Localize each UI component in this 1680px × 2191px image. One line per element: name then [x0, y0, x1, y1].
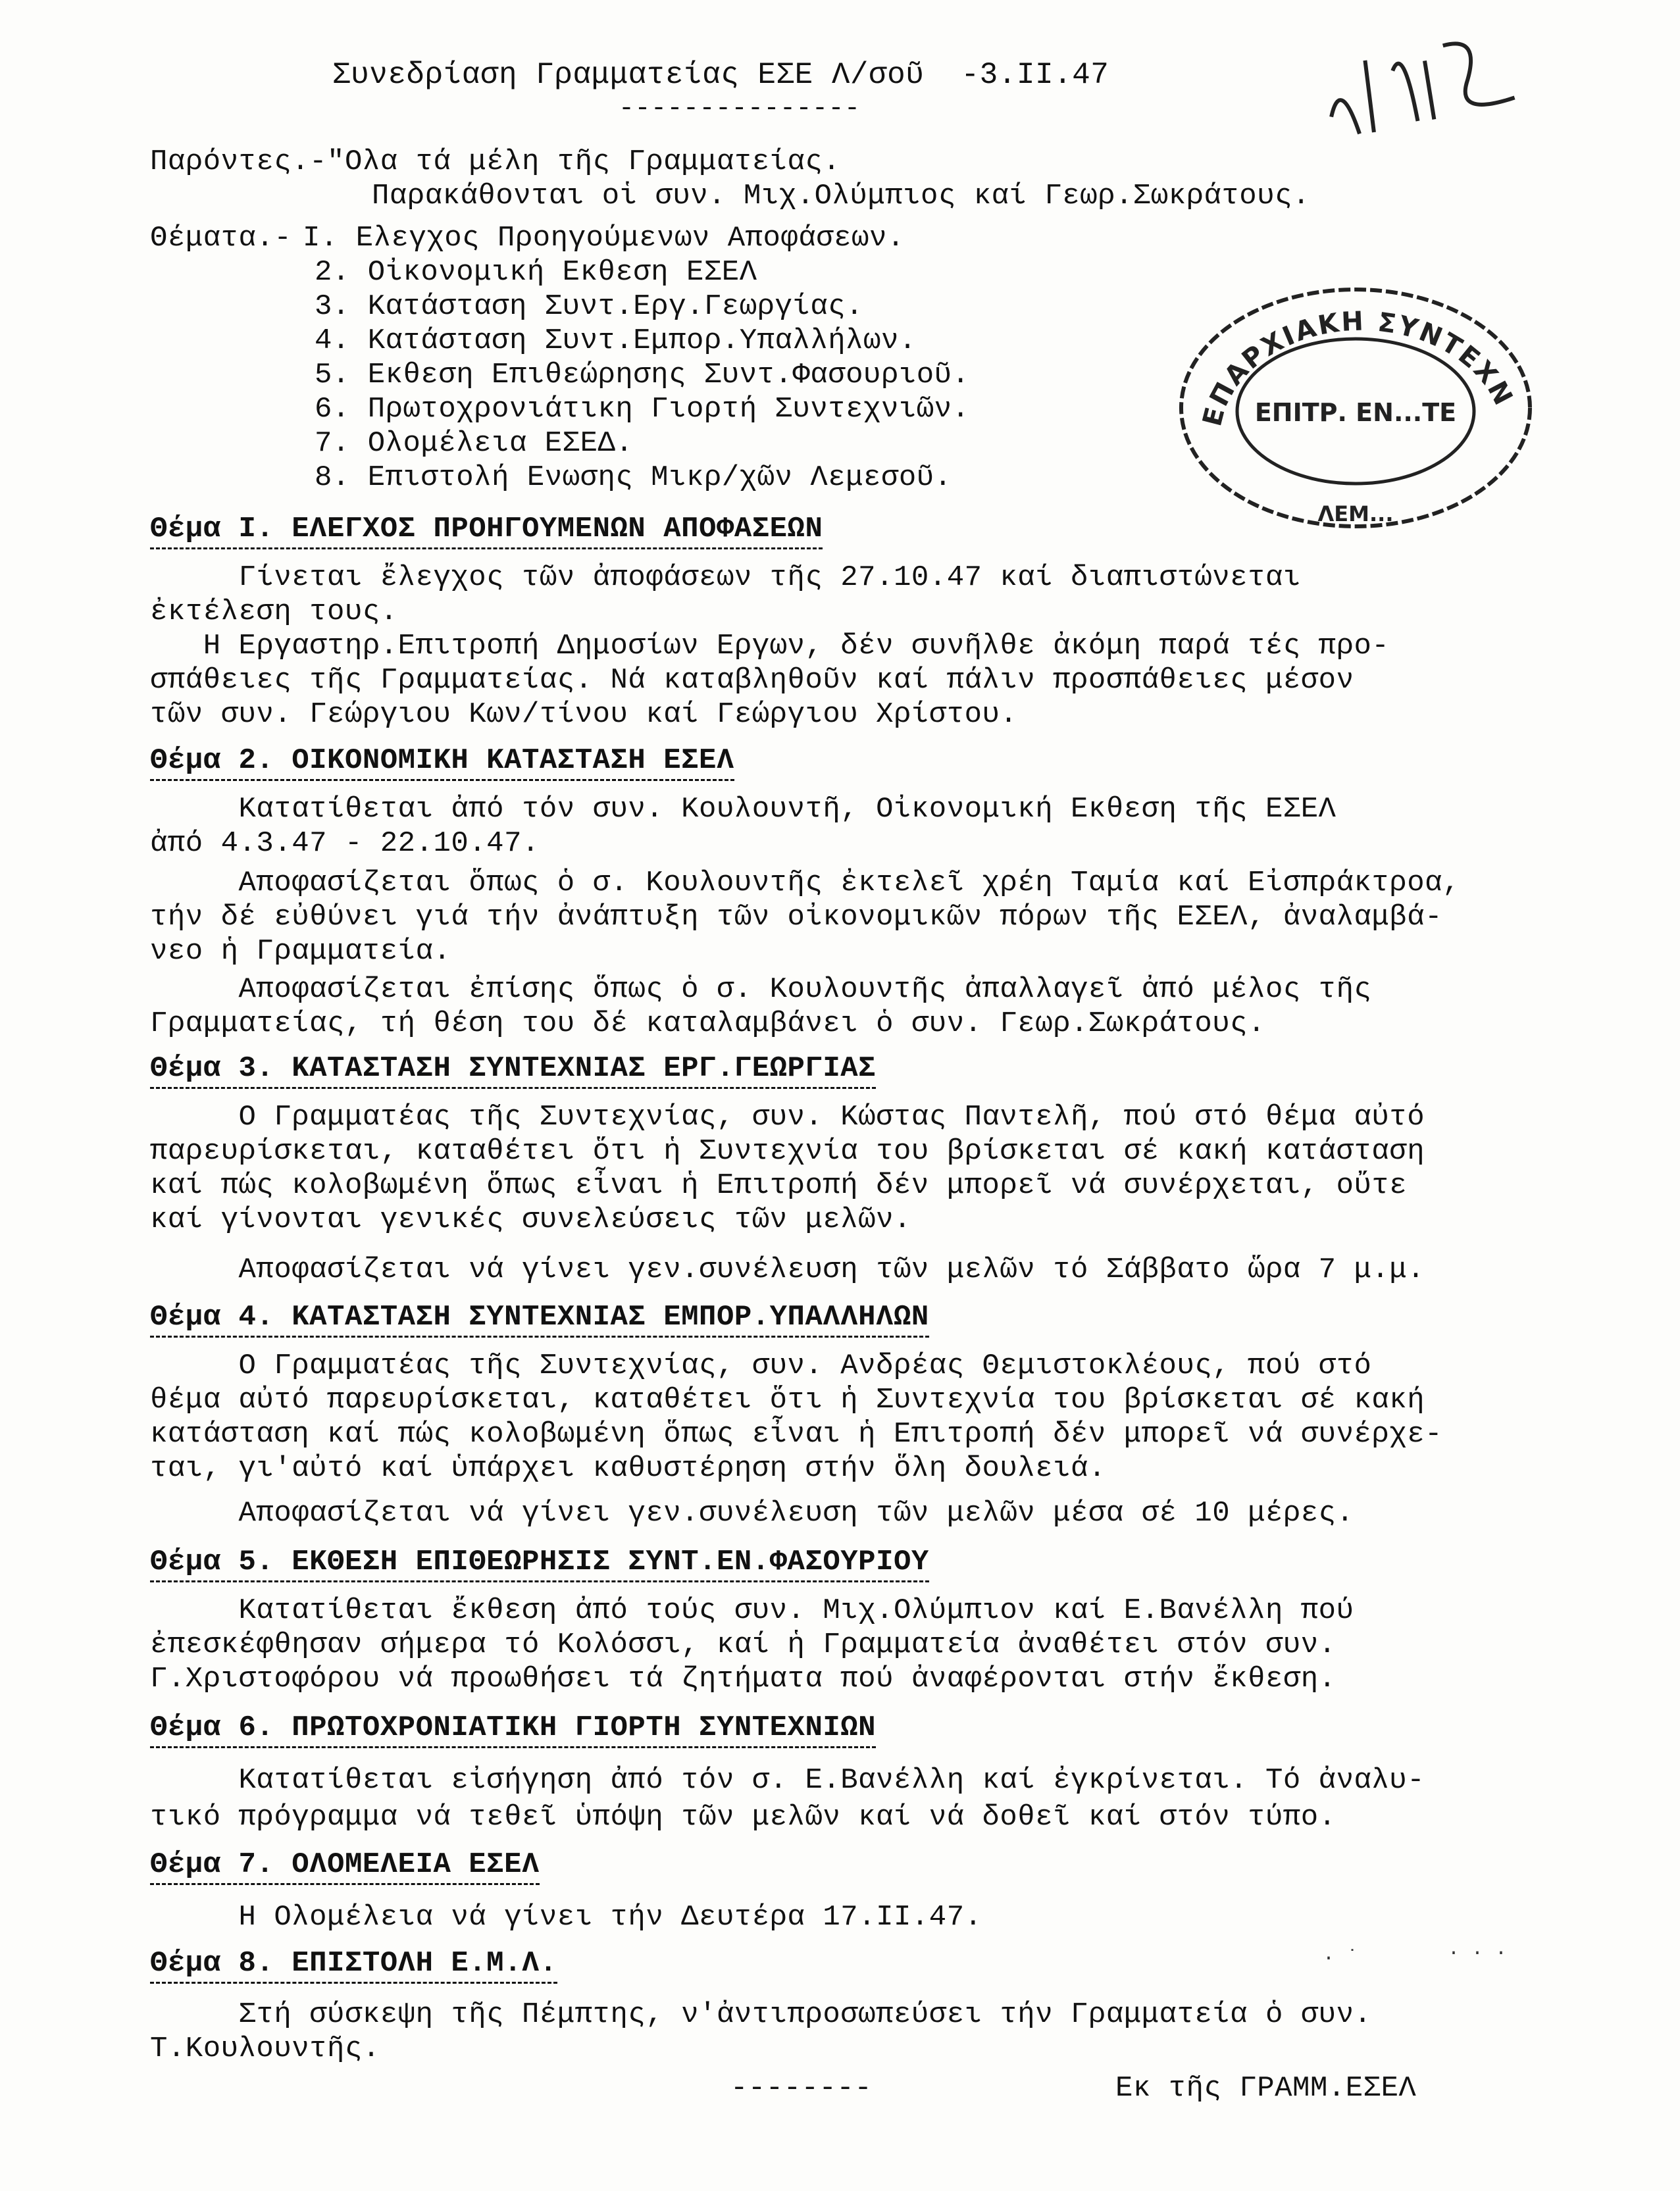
title-underline: --------------- [619, 94, 861, 124]
section-heading: Θέμα 6. ΠΡΩΤΟΧΡΟΝΙΑΤΙΚΗ ΓΙΟΡΤΗ ΣΥΝΤΕΧΝΙΩΝ [150, 1711, 876, 1748]
section-heading: Θέμα 5. ΕΚΘΕΣΗ ΕΠΙΘΕΩΡΗΣΙΣ ΣΥΝΤ.ΕΝ.ΦΑΣΟΥΡΙΟΥ [150, 1545, 929, 1582]
section-line: σπάθειες τῆς Γραμματείας. Νά καταβληθοῦν καί πάλιν προσπάθειες μέσον [150, 664, 1354, 697]
section-line: κατάσταση καί πώς κολοβωμένη ὅπως εἶναι ἡ Επιτροπή δέν μπορεῖ νά συνέρχε- [150, 1418, 1443, 1451]
section-line: Γ.Χριστοφόρου νά προωθήσει τά ζητήματα πού ἀναφέρονται στήν ἔκθεση. [150, 1663, 1336, 1696]
scan-speck: · ˙ [1323, 1948, 1359, 1970]
section-heading: Θέμα 3. ΚΑΤΑΣΤΑΣΗ ΣΥΝΤΕΧΝΙΑΣ ΕΡΓ.ΓΕΩΡΓΙΑΣ [150, 1051, 876, 1089]
section-line: Αποφασίζεται νά γίνει γεν.συνέλευση τῶν μελῶν τό Σάββατο ὥρα 7 μ.μ. [150, 1253, 1425, 1286]
agenda-item: 7. Ολομέλεια ΕΣΕΔ. [315, 427, 634, 460]
section-heading: Θέμα 4. ΚΑΤΑΣΤΑΣΗ ΣΥΝΤΕΧΝΙΑΣ ΕΜΠΟΡ.ΥΠΑΛΛΗΛΩΝ [150, 1300, 929, 1338]
signature-line: Εκ τῆς ΓΡΑΜΜ.ΕΣΕΛ [1115, 2072, 1417, 2105]
section-line: Κατατίθεται ἔκθεση ἀπό τούς συν. Μιχ.Ολύμπιον καί Ε.Βανέλλη πού [150, 1594, 1354, 1627]
agenda-item: 5. Εκθεση Επιθεώρησης Συντ.Φασουριοῦ. [315, 359, 970, 391]
present-line-2: Παρακάθονται οἱ συν. Μιχ.Ολύμπιος καί Γεωρ.Σωκράτους. [372, 180, 1310, 213]
section-line: καί πώς κολοβωμένη ὅπως εἶναι ἡ Επιτροπή δέν μπορεῖ νά συνέρχεται, οὔτε [150, 1169, 1408, 1202]
section-line: τήν δέ εὐθύνει γιά τήν ἀνάπτυξη τῶν οἰκονομικῶν πόρων τῆς ΕΣΕΛ, ἀναλαμβά- [150, 901, 1443, 934]
section-line: Γίνεται ἔλεγχος τῶν ἀποφάσεων τῆς 27.10.47 καί διαπιστώνεται [150, 561, 1301, 594]
section-line: Ο Γραμματέας τῆς Συντεχνίας, συν. Ανδρέας Θεμιστοκλέους, πού στό [150, 1349, 1372, 1382]
agenda-item: 6. Πρωτοχρονιάτικη Γιορτή Συντεχνιῶν. [315, 393, 970, 426]
organization-stamp [1168, 276, 1543, 540]
closing-rule: -------- [730, 2072, 873, 2105]
section-line: Τ.Κουλουντῆς. [150, 2032, 380, 2065]
section-line: τικό πρόγραμμα νά τεθεῖ ὑπόψη τῶν μελῶν καί νά δοθεῖ καί στόν τύπο. [150, 1801, 1336, 1834]
agenda-item: 2. Οἰκονομική Εκθεση ΕΣΕΛ [315, 256, 757, 289]
section-line: Κατατίθεται εἰσήγηση ἀπό τόν σ. Ε.Βανέλλη καί ἐγκρίνεται. Τό ἀναλυ- [150, 1764, 1425, 1797]
agenda-item: 8. Επιστολή Ενωσης Μικρ/χῶν Λεμεσοῦ. [315, 461, 952, 494]
handwritten-note [1310, 14, 1573, 170]
section-line: Κατατίθεται ἀπό τόν συν. Κουλουντῆ, Οἰκονομική Εκθεση τῆς ΕΣΕΛ [150, 793, 1336, 826]
document-title: Συνεδρίαση Γραμματείας ΕΣΕ Λ/σοῦ -3.ΙΙ.47 [332, 58, 1109, 92]
agenda-label: Θέματα.- [150, 222, 292, 255]
section-line: Αποφασίζεται νά γίνει γεν.συνέλευση τῶν μελῶν μέσα σέ 10 μέρες. [150, 1497, 1354, 1530]
section-line: νεο ἡ Γραμματεία. [150, 935, 451, 968]
section-heading: Θέμα 2. ΟΙΚΟΝΟΜΙΚΗ ΚΑΤΑΣΤΑΣΗ ΕΣΕΛ [150, 743, 734, 781]
section-line: θέμα αὐτό παρευρίσκεται, καταθέτει ὅτι ἡ Συντεχνία του βρίσκεται σέ κακή [150, 1384, 1425, 1417]
scan-speck: · · · [1448, 1942, 1508, 1965]
stamp-ring-text: ΕΠΑΡΧΙΑΚΗ ΣΥΝΤΕΧΝ [1197, 306, 1519, 430]
agenda-item: 4. Κατάσταση Συντ.Εμπορ.Υπαλλήλων. [315, 324, 917, 357]
section-line: Η Ολομέλεια νά γίνει τήν Δευτέρα 17.ΙΙ.47. [150, 1901, 982, 1934]
section-heading: Θέμα 7. ΟΛΟΜΕΛΕΙΑ ΕΣΕΛ [150, 1848, 540, 1885]
present-line-1: Παρόντες.-"Ολα τά μέλη τῆς Γραμματείας. [150, 145, 841, 178]
stamp-center-text: ΕΠΙΤΡ. ΕΝ...ΤΕ [1254, 398, 1457, 427]
agenda-item: 3. Κατάσταση Συντ.Εργ.Γεωργίας. [315, 290, 864, 323]
section-line: Η Εργαστηρ.Επιτροπή Δημοσίων Εργων, δέν συνῆλθε ἀκόμη παρά τές προ- [150, 630, 1390, 663]
section-line: παρευρίσκεται, καταθέτει ὅτι ἡ Συντεχνία του βρίσκεται σέ κακή κατάσταση [150, 1135, 1425, 1168]
section-heading: Θέμα Ι. ΕΛΕΓΧΟΣ ΠΡΟΗΓΟΥΜΕΝΩΝ ΑΠΟΦΑΣΕΩΝ [150, 512, 823, 549]
section-line: καί γίνονται γενικές συνελεύσεις τῶν μελῶν. [150, 1203, 911, 1236]
agenda-item: Ι. Ελεγχος Προηγούμενων Αποφάσεων. [303, 222, 905, 255]
section-line: τῶν συν. Γεώργιου Κων/τίνου καί Γεώργιου Χρίστου. [150, 698, 1018, 731]
section-line: Στή σύσκεψη τῆς Πέμπτης, ν'ἀντιπροσωπεύσει τήν Γραμματεία ὁ συν. [150, 1998, 1372, 2031]
section-line: ἀπό 4.3.47 - 22.10.47. [150, 827, 540, 860]
section-line: Αποφασίζεται ἐπίσης ὅπως ὁ σ. Κουλουντῆς ἀπαλλαγεῖ ἀπό μέλος τῆς [150, 973, 1372, 1006]
section-line: Ο Γραμματέας τῆς Συντεχνίας, συν. Κώστας Παντελῆ, πού στό θέμα αὐτό [150, 1101, 1425, 1134]
section-line: Αποφασίζεται ὅπως ὁ σ. Κουλουντῆς ἐκτελεῖ χρέη Ταμία καί Εἰσπράκτροα, [150, 867, 1460, 899]
section-line: ἐκτέλεση τους. [150, 595, 398, 628]
section-line: ἐπεσκέφθησαν σήμερα τό Κολόσσι, καί ἡ Γραμματεία ἀναθέτει στόν συν. [150, 1628, 1336, 1661]
stamp-bottom-text: ΛΕΜ... [1317, 501, 1394, 526]
section-line: ται, γι'αὐτό καί ὑπάρχει καθυστέρηση στήν ὅλη δουλειά. [150, 1452, 1106, 1485]
section-heading: Θέμα 8. ΕΠΙΣΤΟΛΗ Ε.Μ.Λ. [150, 1946, 557, 1984]
section-line: Γραμματείας, τή θέση του δέ καταλαμβάνει ὁ συν. Γεωρ.Σωκράτους. [150, 1007, 1265, 1040]
